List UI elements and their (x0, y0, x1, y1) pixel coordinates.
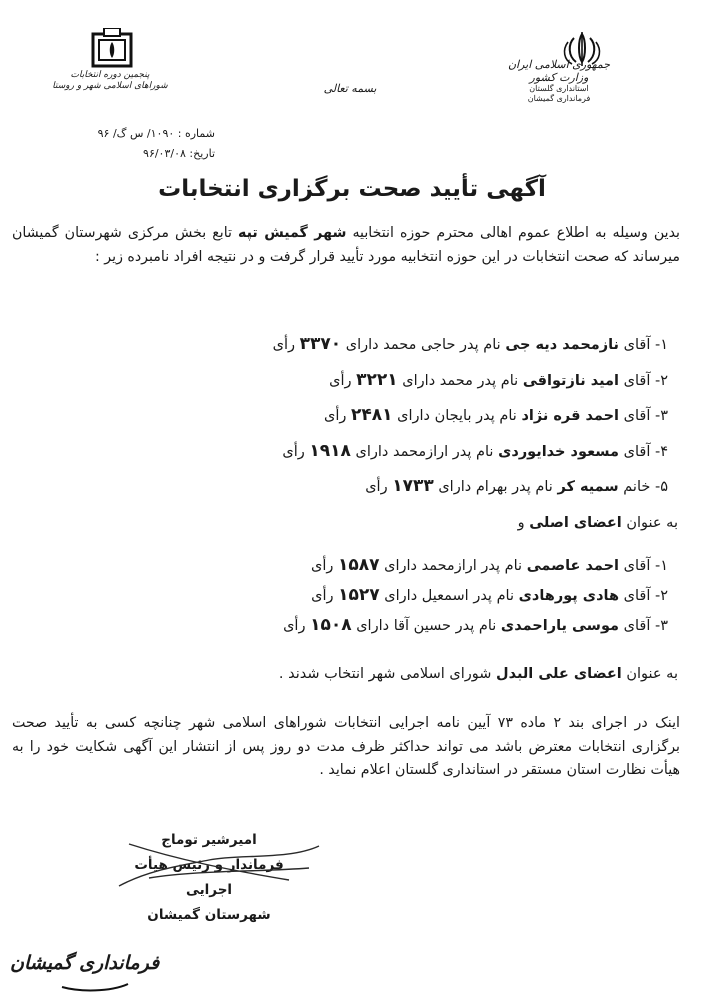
member-title: خانم (623, 479, 651, 495)
intro-city: شهر گمیش تپه (238, 225, 347, 241)
member-title: آقای (623, 618, 651, 634)
member-father-label: نام پدر (460, 337, 501, 353)
member-father: محمد (439, 372, 473, 389)
member-row (18, 405, 668, 441)
main-members-list (18, 334, 668, 512)
member-has: دارای (384, 588, 418, 604)
member-father-label: نام پدر (477, 372, 519, 389)
member-votes-unit: رأی (310, 558, 334, 574)
reference-date-value: ۹۶/۰۳/۰۸ (143, 147, 186, 160)
member-has: دارای (438, 479, 472, 495)
member-name: موسی یاراحمدی (500, 618, 620, 634)
main-members-label (518, 515, 678, 531)
member-father: حسین آقا (393, 618, 451, 634)
member-votes: ۱۷۳۳ (392, 476, 434, 496)
member-votes: ۳۲۲۱ (356, 369, 398, 390)
member-row (18, 441, 668, 477)
intro-part2: تابع بخش مرکزی شهرستان گمیشان میرساند که صحت انتخابات در این حوزه انتخابیه مورد تأیید قرار گرفت و در نتیجه افراد نامبرده زیر : (12, 225, 680, 265)
reference-date-label: تاریخ: (189, 147, 215, 160)
member-father: حاجی محمد (383, 337, 456, 353)
member-has: دارای (397, 408, 430, 424)
handwritten-signature-icon (89, 840, 329, 900)
member-father-label: نام پدر (452, 443, 494, 460)
member-index: ۲- (654, 588, 668, 604)
alternate-members-list (18, 555, 668, 645)
governorate-watermark: فرمانداری گمیشان (10, 952, 160, 974)
member-father-label: نام پدر (512, 479, 553, 495)
member-title: آقای (623, 337, 651, 353)
member-title: آقای (623, 558, 651, 574)
main-label-prefix: به عنوان (626, 515, 678, 531)
member-has: دارای (402, 372, 436, 389)
watermark-flourish-icon (60, 982, 130, 992)
signatory-position: فرماندار و رئیس هیأت اجرایی (134, 857, 284, 898)
alt-label-prefix: به عنوان (626, 666, 678, 682)
alternate-members-label (279, 666, 678, 682)
member-votes-unit: رأی (323, 408, 347, 424)
member-row (18, 476, 668, 512)
member-father-label: نام پدر (473, 588, 515, 604)
member-votes-unit: رأی (311, 588, 334, 604)
member-row (18, 615, 668, 645)
election-caption-line2: شوراهای اسلامی شهر و روستا (52, 81, 168, 91)
member-votes: ۳۳۷۰ (299, 334, 342, 354)
member-father-label: نام پدر (455, 618, 497, 634)
member-votes-unit: رأی (329, 372, 352, 389)
ministry-line-province: استانداری گلستان (529, 84, 589, 93)
member-row (18, 370, 668, 406)
member-father: بایجان (434, 408, 472, 424)
main-label-suffix: و (517, 515, 525, 531)
member-father: بهرام (475, 479, 508, 495)
member-name: مسعود خدایوردی (498, 443, 620, 460)
member-index: ۲- (654, 372, 668, 389)
reference-number (95, 124, 215, 144)
member-has: دارای (384, 558, 417, 574)
member-votes-unit: رأی (365, 479, 388, 495)
member-father: ارازمحمد (392, 443, 449, 460)
member-index: ۴- (654, 443, 668, 460)
member-father-label: نام پدر (481, 558, 523, 574)
member-index: ۵- (654, 479, 668, 495)
member-name: نازمحمد دیه جی (505, 337, 620, 353)
member-father: ارازمحمد (421, 558, 477, 574)
ministry-line-county: فرمانداری گمیشان (527, 94, 591, 103)
member-title: آقای (623, 372, 651, 389)
signature-block (109, 828, 309, 928)
closing-paragraph: اینک در اجرای بند ۲ ماده ۷۳ آیین نامه اجرایی انتخابات شوراهای اسلامی شهر چنانچه کسی به تأیید صحت برگزاری انتخابات معترض باشد می تواند حداکثر ظرف مدت دو روز پس از انتشار این آگهی شکایت خود را به هیأت نظارت استان مستقر در استانداری گلستان اعلام نماید . (12, 715, 680, 778)
ministry-line-country: جمهوری اسلامی ایران (507, 58, 611, 71)
member-votes-unit: رأی (283, 618, 306, 634)
member-name: هادی پورهادی (518, 588, 620, 604)
member-votes: ۲۴۸۱ (350, 405, 393, 425)
member-title: آقای (623, 443, 651, 460)
member-votes: ۱۵۲۷ (338, 585, 380, 605)
member-title: آقای (623, 408, 651, 424)
member-index: ۳- (654, 408, 668, 424)
ballot-box-logo-icon (90, 28, 134, 68)
reference-block (95, 124, 215, 164)
member-index: ۳- (654, 618, 668, 634)
main-label-bold: اعضای اصلی (529, 515, 622, 531)
member-votes: ۱۵۸۷ (337, 555, 380, 575)
member-votes: ۱۹۱۸ (309, 440, 351, 461)
intro-paragraph (12, 222, 680, 269)
ministry-header (489, 58, 629, 104)
member-name: سمیه کر (557, 479, 619, 495)
member-votes: ۱۵۰۸ (310, 615, 352, 635)
member-has: دارای (355, 443, 389, 460)
member-index: ۱- (654, 558, 668, 574)
member-title: آقای (623, 588, 651, 604)
reference-date (95, 144, 215, 164)
alt-label-bold: اعضای علی البدل (495, 666, 622, 682)
alt-label-suffix: شورای اسلامی شهر انتخاب شدند . (278, 666, 492, 682)
signatory-name: امیرشیر توماج (161, 832, 257, 848)
member-father: اسمعیل (421, 588, 469, 604)
page-title: آگهی تأیید صحت برگزاری انتخابات (158, 176, 546, 202)
reference-number-value: ۱۰۹۰/ س گ/ ۹۶ (97, 127, 175, 140)
election-logo-caption (45, 70, 175, 92)
member-row (18, 555, 668, 585)
election-caption-line1: پنجمین دوره انتخابات (70, 70, 150, 80)
member-row (18, 334, 668, 370)
member-has: دارای (356, 618, 390, 634)
intro-part1: بدین وسیله به اطلاع عموم اهالی محترم حوزه انتخابیه (352, 225, 681, 241)
member-index: ۱- (654, 337, 668, 353)
bismillah: بسمه تعالی (323, 82, 377, 95)
signatory-county: شهرستان گمیشان (147, 907, 271, 923)
member-name: احمد قره نژاد (521, 408, 620, 424)
member-votes-unit: رأی (282, 443, 305, 460)
member-name: احمد عاصمی (526, 558, 620, 574)
reference-number-label: شماره : (177, 127, 215, 140)
member-votes-unit: رأی (272, 337, 296, 353)
member-father-label: نام پدر (476, 408, 517, 424)
member-has: دارای (345, 337, 379, 353)
member-name: امید نازتواقی (522, 372, 620, 389)
ministry-line-ministry: وزارت کشور (529, 71, 589, 84)
member-row (18, 585, 668, 615)
